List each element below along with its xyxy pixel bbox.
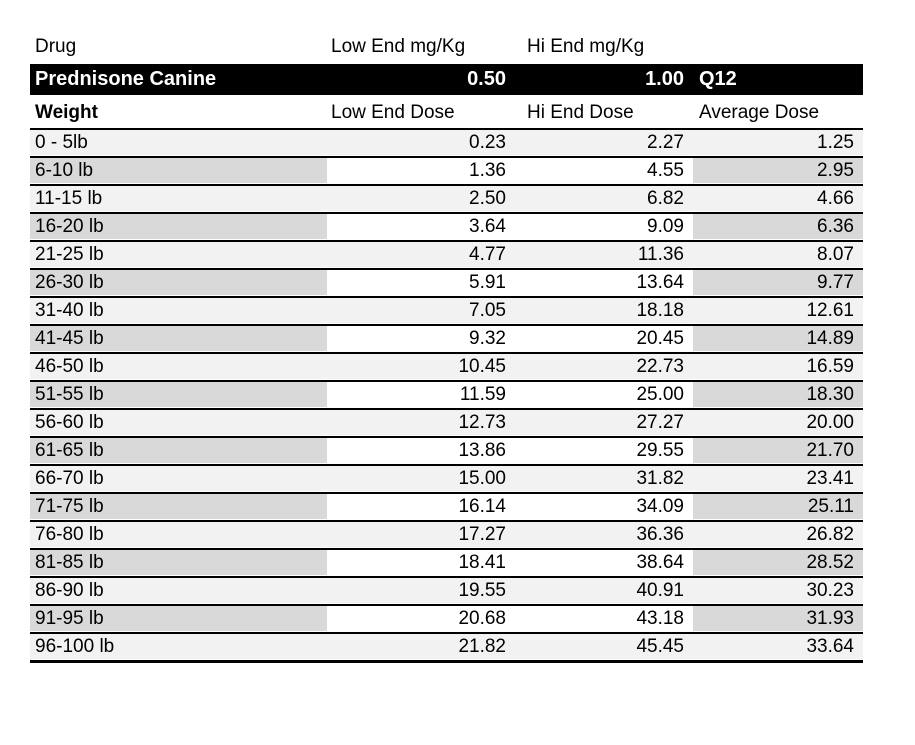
weight-cell: 71-75 lb [30,494,327,519]
average-dose-cell: 20.00 [693,410,863,435]
table-row [30,156,863,184]
table-row [30,324,863,352]
weight-cell: 46-50 lb [30,354,327,379]
table-row [30,408,863,436]
low-end-dose-cell: 20.68 [327,606,515,631]
table-row [30,464,863,492]
average-dose-cell: 12.61 [693,298,863,323]
average-dose-cell: 16.59 [693,354,863,379]
average-dose-cell: 30.23 [693,578,863,603]
low-end-dose-cell: 19.55 [327,578,515,603]
low-end-dose-cell: 5.91 [327,270,515,295]
weight-cell: 86-90 lb [30,578,327,603]
low-end-dose-cell: 11.59 [327,382,515,407]
weight-cell: 96-100 lb [30,634,327,659]
average-dose-cell: 4.66 [693,186,863,211]
drug-frequency: Q12 [699,68,737,90]
average-dose-cell: 18.30 [693,382,863,407]
low-end-dose-cell: 2.50 [327,186,515,211]
drug-column-header: Drug [35,36,77,57]
weight-cell: 56-60 lb [30,410,327,435]
hi-end-dose-cell: 45.45 [515,634,693,659]
low-end-dose-cell: 17.27 [327,522,515,547]
hi-end-dose-cell: 20.45 [515,326,693,351]
table-row [30,492,863,520]
weight-cell: 91-95 lb [30,606,327,631]
low-end-dose-cell: 16.14 [327,494,515,519]
table-body [30,128,863,663]
weight-cell: 11-15 lb [30,186,327,211]
low-end-dose-cell: 7.05 [327,298,515,323]
weight-cell: 76-80 lb [30,522,327,547]
table-row [30,436,863,464]
average-dose-cell: 31.93 [693,606,863,631]
average-dose-cell: 1.25 [693,130,863,155]
hi-end-dose-cell: 13.64 [515,270,693,295]
average-dose-cell: 2.95 [693,158,863,183]
hi-end-dose-cell: 40.91 [515,578,693,603]
low-end-dose-cell: 13.86 [327,438,515,463]
dosing-table [30,26,863,663]
hi-end-mgkg-column-header: Hi End mg/Kg [527,36,645,57]
weight-cell: 21-25 lb [30,242,327,267]
weight-cell: 41-45 lb [30,326,327,351]
low-end-dose-cell: 15.00 [327,466,515,491]
average-dose-cell: 26.82 [693,522,863,547]
weight-cell: 66-70 lb [30,466,327,491]
table-row [30,268,863,296]
low-end-mgkg-column-header: Low End mg/Kg [331,36,466,57]
low-end-dose-cell: 1.36 [327,158,515,183]
average-dose-cell: 9.77 [693,270,863,295]
table-row [30,576,863,604]
low-end-dose-cell: 4.77 [327,242,515,267]
table-row [30,604,863,632]
hi-end-dose-cell: 4.55 [515,158,693,183]
average-dose-cell: 23.41 [693,466,863,491]
hi-end-dose-cell: 36.36 [515,522,693,547]
average-dose-cell: 28.52 [693,550,863,575]
hi-end-dose-cell: 43.18 [515,606,693,631]
hi-end-dose-cell: 31.82 [515,466,693,491]
weight-cell: 81-85 lb [30,550,327,575]
mg-kg-header-row [30,26,863,58]
weight-column-header: Weight [35,102,98,123]
hi-end-dose-cell: 9.09 [515,214,693,239]
hi-end-dose-cell: 25.00 [515,382,693,407]
hi-end-dose-cell: 6.82 [515,186,693,211]
dose-header-row [30,97,863,128]
hi-end-dose-cell: 18.18 [515,298,693,323]
hi-end-dose-column-header: Hi End Dose [527,102,634,123]
weight-cell: 0 - 5lb [30,130,327,155]
table-row [30,212,863,240]
hi-end-dose-cell: 34.09 [515,494,693,519]
hi-end-dose-cell: 38.64 [515,550,693,575]
hi-end-dose-cell: 11.36 [515,242,693,267]
low-end-dose-cell: 9.32 [327,326,515,351]
weight-cell: 26-30 lb [30,270,327,295]
weight-cell: 31-40 lb [30,298,327,323]
low-end-dose-cell: 0.23 [327,130,515,155]
table-row [30,128,863,156]
table-row [30,296,863,324]
table-row [30,240,863,268]
hi-end-dose-cell: 22.73 [515,354,693,379]
average-dose-cell: 8.07 [693,242,863,267]
drug-hi-end-mgkg-value: 1.00 [645,68,684,90]
hi-end-dose-cell: 27.27 [515,410,693,435]
table-row [30,632,863,660]
table-row [30,548,863,576]
low-end-dose-cell: 10.45 [327,354,515,379]
drug-name: Prednisone Canine [35,68,217,90]
drug-banner-row [30,64,863,95]
drug-low-end-mgkg-value: 0.50 [467,68,506,90]
table-row [30,184,863,212]
low-end-dose-cell: 12.73 [327,410,515,435]
low-end-dose-cell: 18.41 [327,550,515,575]
average-dose-cell: 14.89 [693,326,863,351]
average-dose-cell: 25.11 [693,494,863,519]
hi-end-dose-cell: 2.27 [515,130,693,155]
weight-cell: 51-55 lb [30,382,327,407]
average-dose-cell: 6.36 [693,214,863,239]
low-end-dose-cell: 3.64 [327,214,515,239]
table-row [30,352,863,380]
average-dose-column-header: Average Dose [699,102,820,123]
average-dose-cell: 21.70 [693,438,863,463]
table-row [30,520,863,548]
weight-cell: 6-10 lb [30,158,327,183]
hi-end-dose-cell: 29.55 [515,438,693,463]
low-end-dose-cell: 21.82 [327,634,515,659]
weight-cell: 61-65 lb [30,438,327,463]
average-dose-cell: 33.64 [693,634,863,659]
table-row [30,380,863,408]
weight-cell: 16-20 lb [30,214,327,239]
low-end-dose-column-header: Low End Dose [331,102,455,123]
